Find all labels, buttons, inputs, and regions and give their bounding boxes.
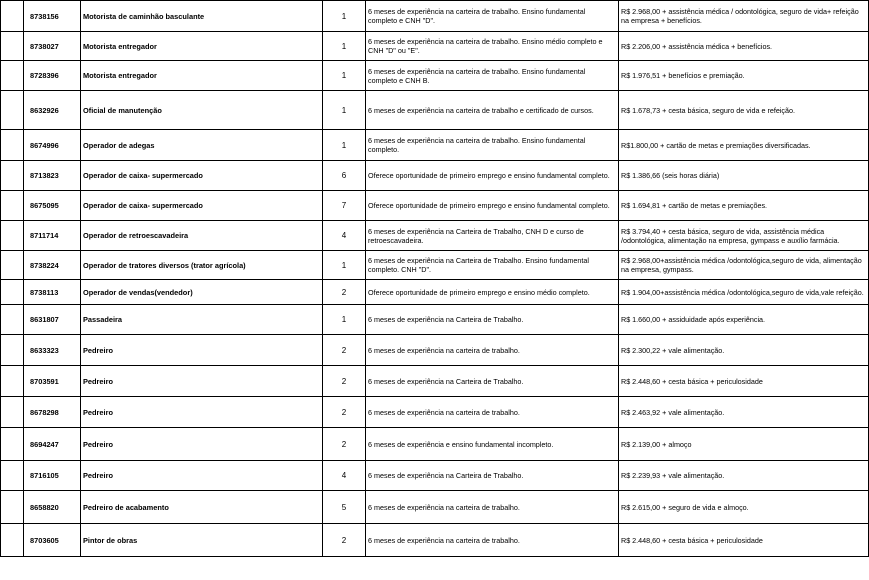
job-code-cell: 8694247 [24,428,81,461]
requirements-cell: 6 meses de experiência na carteira de trabalho. Ensino fundamental completo. [366,130,619,161]
table-row [1,130,869,161]
salary-benefits-cell: R$ 1.386,66 (seis horas diária) [619,161,869,191]
salary-benefits-cell: R$ 2.448,60 + cesta básica + periculosidade [619,366,869,397]
table-row [1,32,869,61]
row-margin-cell [1,1,24,32]
vacancy-count-cell: 4 [323,221,366,251]
job-title-cell: Motorista entregador [81,61,323,91]
vacancy-count-cell: 2 [323,335,366,366]
row-margin-cell [1,61,24,91]
job-title-cell: Pedreiro [81,397,323,428]
requirements-cell: 6 meses de experiência na Carteira de Trabalho. [366,461,619,491]
requirements-cell: Oferece oportunidade de primeiro emprego e ensino médio completo. [366,280,619,305]
salary-benefits-cell: R$ 2.448,60 + cesta básica + periculosidade [619,524,869,557]
requirements-cell: 6 meses de experiência e ensino fundamental incompleto. [366,428,619,461]
job-code-cell: 8738113 [24,280,81,305]
row-margin-cell [1,91,24,130]
row-margin-cell [1,251,24,280]
salary-benefits-cell: R$ 3.794,40 + cesta básica, seguro de vida, assistência médica /odontológica, alimentação na empresa, gympass e auxílio farmácia. [619,221,869,251]
salary-benefits-cell: R$ 2.239,93 + vale alimentação. [619,461,869,491]
job-title-cell: Motorista de caminhão basculante [81,1,323,32]
job-title-cell: Oficial de manutenção [81,91,323,130]
job-code-cell: 8674996 [24,130,81,161]
vacancy-count-cell: 1 [323,130,366,161]
table-row [1,428,869,461]
table-row [1,251,869,280]
table-row [1,91,869,130]
job-code-cell: 8632926 [24,91,81,130]
job-title-cell: Operador de vendas(vendedor) [81,280,323,305]
job-code-cell: 8716105 [24,461,81,491]
salary-benefits-cell: R$ 2.615,00 + seguro de vida e almoço. [619,491,869,524]
job-code-cell: 8703591 [24,366,81,397]
vacancy-count-cell: 1 [323,32,366,61]
table-row [1,461,869,491]
table-row [1,161,869,191]
salary-benefits-cell: R$ 2.206,00 + assistência médica + benefícios. [619,32,869,61]
salary-benefits-cell: R$ 1.694,81 + cartão de metas e premiações. [619,191,869,221]
requirements-cell: 6 meses de experiência na Carteira de Trabalho. [366,305,619,335]
row-margin-cell [1,366,24,397]
vacancy-count-cell: 7 [323,191,366,221]
table-row [1,221,869,251]
vacancy-count-cell: 2 [323,428,366,461]
job-title-cell: Pintor de obras [81,524,323,557]
vacancy-count-cell: 6 [323,161,366,191]
job-title-cell: Passadeira [81,305,323,335]
job-code-cell: 8738156 [24,1,81,32]
row-margin-cell [1,491,24,524]
row-margin-cell [1,280,24,305]
job-code-cell: 8728396 [24,61,81,91]
requirements-cell: 6 meses de experiência na carteira de trabalho. Ensino médio completo e CNH "D" ou "E". [366,32,619,61]
salary-benefits-cell: R$ 2.139,00 + almoço [619,428,869,461]
requirements-cell: 6 meses de experiência na carteira de trabalho. [366,491,619,524]
requirements-cell: 6 meses de experiência na Carteira de Trabalho. Ensino fundamental completo. CNH "D". [366,251,619,280]
table-row [1,280,869,305]
requirements-cell: 6 meses de experiência na carteira de trabalho. [366,524,619,557]
vacancy-count-cell: 2 [323,524,366,557]
vacancy-count-cell: 1 [323,91,366,130]
vacancy-count-cell: 2 [323,366,366,397]
row-margin-cell [1,397,24,428]
requirements-cell: 6 meses de experiência na carteira de trabalho. [366,397,619,428]
job-code-cell: 8633323 [24,335,81,366]
job-title-cell: Pedreiro [81,366,323,397]
salary-benefits-cell: R$ 1.904,00+assistência médica /odontológica,seguro de vida,vale refeição. [619,280,869,305]
job-code-cell: 8711714 [24,221,81,251]
table-row [1,524,869,557]
vacancy-count-cell: 1 [323,251,366,280]
requirements-cell: Oferece oportunidade de primeiro emprego e ensino fundamental completo. [366,191,619,221]
job-code-cell: 8703605 [24,524,81,557]
job-title-cell: Operador de caixa- supermercado [81,191,323,221]
salary-benefits-cell: R$ 2.968,00 + assistência médica / odontológica, seguro de vida+ refeição na empresa + benefícios. [619,1,869,32]
salary-benefits-cell: R$ 1.660,00 + assiduidade após experiência. [619,305,869,335]
job-title-cell: Motorista entregador [81,32,323,61]
requirements-cell: 6 meses de experiência na carteira de trabalho. Ensino fundamental completo e CNH "D". [366,1,619,32]
table-row [1,491,869,524]
salary-benefits-cell: R$ 2.463,92 + vale alimentação. [619,397,869,428]
job-title-cell: Operador de adegas [81,130,323,161]
row-margin-cell [1,221,24,251]
job-title-cell: Pedreiro de acabamento [81,491,323,524]
row-margin-cell [1,461,24,491]
row-margin-cell [1,32,24,61]
job-code-cell: 8738027 [24,32,81,61]
table-row [1,61,869,91]
vacancy-count-cell: 1 [323,305,366,335]
requirements-cell: 6 meses de experiência na carteira de trabalho e certificado de cursos. [366,91,619,130]
requirements-cell: 6 meses de experiência na carteira de trabalho. [366,335,619,366]
requirements-cell: 6 meses de experiência na Carteira de Trabalho. [366,366,619,397]
row-margin-cell [1,191,24,221]
job-title-cell: Pedreiro [81,461,323,491]
table-row [1,191,869,221]
row-margin-cell [1,335,24,366]
job-code-cell: 8678298 [24,397,81,428]
salary-benefits-cell: R$1.800,00 + cartão de metas e premiações diversificadas. [619,130,869,161]
row-margin-cell [1,130,24,161]
job-title-cell: Pedreiro [81,428,323,461]
vacancy-count-cell: 2 [323,280,366,305]
table-row [1,1,869,32]
job-code-cell: 8658820 [24,491,81,524]
requirements-cell: 6 meses de experiência na carteira de trabalho. Ensino fundamental completo e CNH B. [366,61,619,91]
vacancy-count-cell: 1 [323,61,366,91]
job-code-cell: 8631807 [24,305,81,335]
row-margin-cell [1,428,24,461]
requirements-cell: Oferece oportunidade de primeiro emprego e ensino fundamental completo. [366,161,619,191]
salary-benefits-cell: R$ 1.976,51 + benefícios e premiação. [619,61,869,91]
salary-benefits-cell: R$ 2.300,22 + vale alimentação. [619,335,869,366]
vacancy-count-cell: 5 [323,491,366,524]
job-title-cell: Operador de tratores diversos (trator agrícola) [81,251,323,280]
requirements-cell: 6 meses de experiência na Carteira de Trabalho, CNH D e curso de retroescavadeira. [366,221,619,251]
job-table-body [1,1,869,557]
job-code-cell: 8738224 [24,251,81,280]
vacancy-count-cell: 4 [323,461,366,491]
vacancy-count-cell: 2 [323,397,366,428]
table-row [1,335,869,366]
row-margin-cell [1,305,24,335]
vacancy-count-cell: 1 [323,1,366,32]
job-title-cell: Pedreiro [81,335,323,366]
salary-benefits-cell: R$ 2.968,00+assistência médica /odontológica,seguro de vida, alimentação na empresa, gympass. [619,251,869,280]
table-row [1,305,869,335]
salary-benefits-cell: R$ 1.678,73 + cesta básica, seguro de vida e refeição. [619,91,869,130]
table-row [1,397,869,428]
job-title-cell: Operador de retroescavadeira [81,221,323,251]
job-code-cell: 8675095 [24,191,81,221]
table-row [1,366,869,397]
job-title-cell: Operador de caixa- supermercado [81,161,323,191]
row-margin-cell [1,524,24,557]
job-code-cell: 8713823 [24,161,81,191]
row-margin-cell [1,161,24,191]
